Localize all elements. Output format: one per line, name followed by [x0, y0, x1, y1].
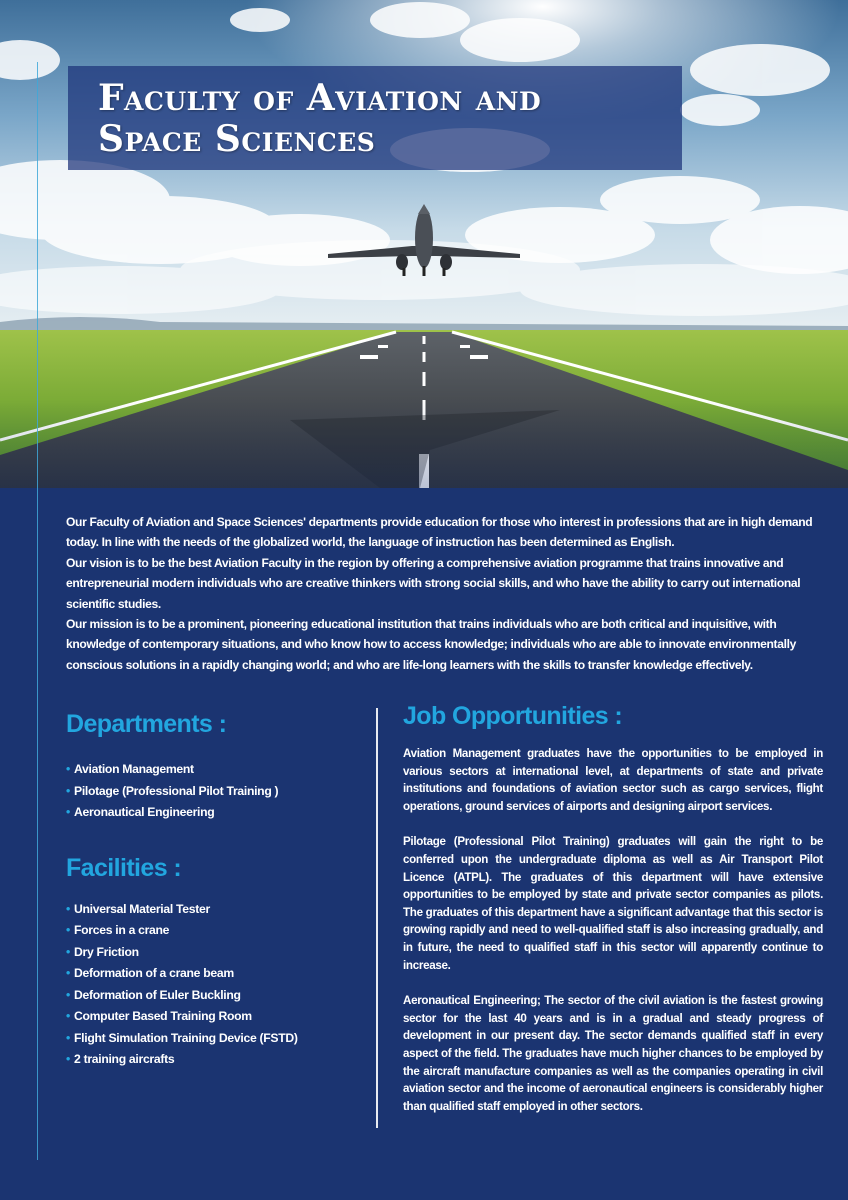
title-line-1: Faculty of Aviation and [98, 77, 542, 119]
bullet-icon: • [66, 966, 70, 980]
list-item: • Computer Based Training Room [66, 1006, 356, 1028]
bullet-icon: • [66, 1030, 70, 1045]
column-divider [376, 708, 378, 1128]
list-item: • 2 training aircrafts [66, 1049, 356, 1071]
job-paragraph-aeronautical-engineering: Aeronautical Engineering; The sector of the civil aviation is the fastest growing sector for the last 40 years and is in a gradual and steady progress of development in our present day. The sector demands qualified staff in every aspect of the field. The graduates have much higher chances to be employed by the aircraft manufacture companies as well as the companies operating in civil aviation sector and the income of aeronautical engineers is considerably higher than qualified staff employed in other sectors. [403, 994, 823, 1113]
departments-heading: Departments : [66, 710, 227, 738]
title-banner [68, 66, 682, 170]
list-item: • Dry Friction [66, 942, 356, 964]
bullet-icon: • [66, 1052, 70, 1066]
bullet-icon: • [66, 762, 70, 776]
bullet-icon: • [66, 783, 70, 798]
facilities-list [66, 899, 356, 1071]
bullet-icon: • [66, 944, 70, 959]
vertical-accent-line [37, 62, 38, 1160]
page-title [98, 78, 541, 160]
list-item: • Flight Simulation Training Device (FSTD) [66, 1028, 356, 1050]
job-opportunities-text [403, 745, 823, 1115]
list-item: • Aeronautical Engineering [66, 802, 356, 824]
intro-text [66, 512, 826, 675]
bullet-icon: • [66, 805, 70, 819]
list-item: • Pilotage (Professional Pilot Training ) [66, 781, 356, 803]
list-item: • Deformation of Euler Buckling [66, 985, 356, 1007]
bullet-icon: • [66, 901, 70, 916]
left-column [66, 710, 356, 1071]
bullet-icon: • [66, 987, 70, 1002]
list-item: • Universal Material Tester [66, 899, 356, 921]
bullet-icon: • [66, 923, 70, 937]
list-item: • Forces in a crane [66, 920, 356, 942]
job-opportunities-heading: Job Opportunities : [403, 702, 623, 730]
right-column [403, 702, 823, 1115]
title-line-2: Space Sciences [98, 118, 376, 160]
departments-list [66, 759, 356, 824]
facilities-heading: Facilities : [66, 853, 182, 882]
list-item: • Aviation Management [66, 759, 356, 781]
job-paragraph-pilotage: Pilotage (Professional Pilot Training) graduates will gain the right to be conferred upon the undergraduate diploma as well as Air Transport Pilot Licence (ATPL). The graduates of this department will have extensive opportunities to be employed by state and private sector companies as pilots. The graduates of this department have a significant advantage that this sector is growing rapidly and need to well-qualified staff is also increasing gradually, and in future, the need to qualified staff in this sector will apparently continue to increase. [403, 835, 823, 972]
bullet-icon: • [66, 1009, 70, 1023]
intro-paragraph-vision: Our vision is to be the best Aviation Faculty in the region by offering a comprehensive aviation programme that trains innovative and entrepreneurial modern individuals who are creative thinkers with strong social skills, and who have the ability to carry out international scientific studies. [66, 555, 801, 611]
intro-paragraph-mission: Our mission is to be a prominent, pioneering educational institution that trains individuals who are both critical and inquisitive, with knowledge of contemporary situations, and who know how to access knowledge; individuals who are able to innovate environmentally conscious solutions in a rapidly changing world; and who are life-long learners with the skills to transfer knowledge effectively. [66, 617, 797, 672]
job-paragraph-aviation-management: Aviation Management graduates have the opportunities to be employed in various sectors at international level, at departments of state and private institutions and foundations of aviation sector such as cargo services, flight operations, ground services of airports and designing airport services. [403, 747, 823, 813]
list-item: • Deformation of a crane beam [66, 963, 356, 985]
intro-paragraph-about: Our Faculty of Aviation and Space Sciences' departments provide education for those who interest in professions that are in high demand today. In line with the needs of the globalized world, the language of instruction has been determined as English. [66, 515, 813, 550]
